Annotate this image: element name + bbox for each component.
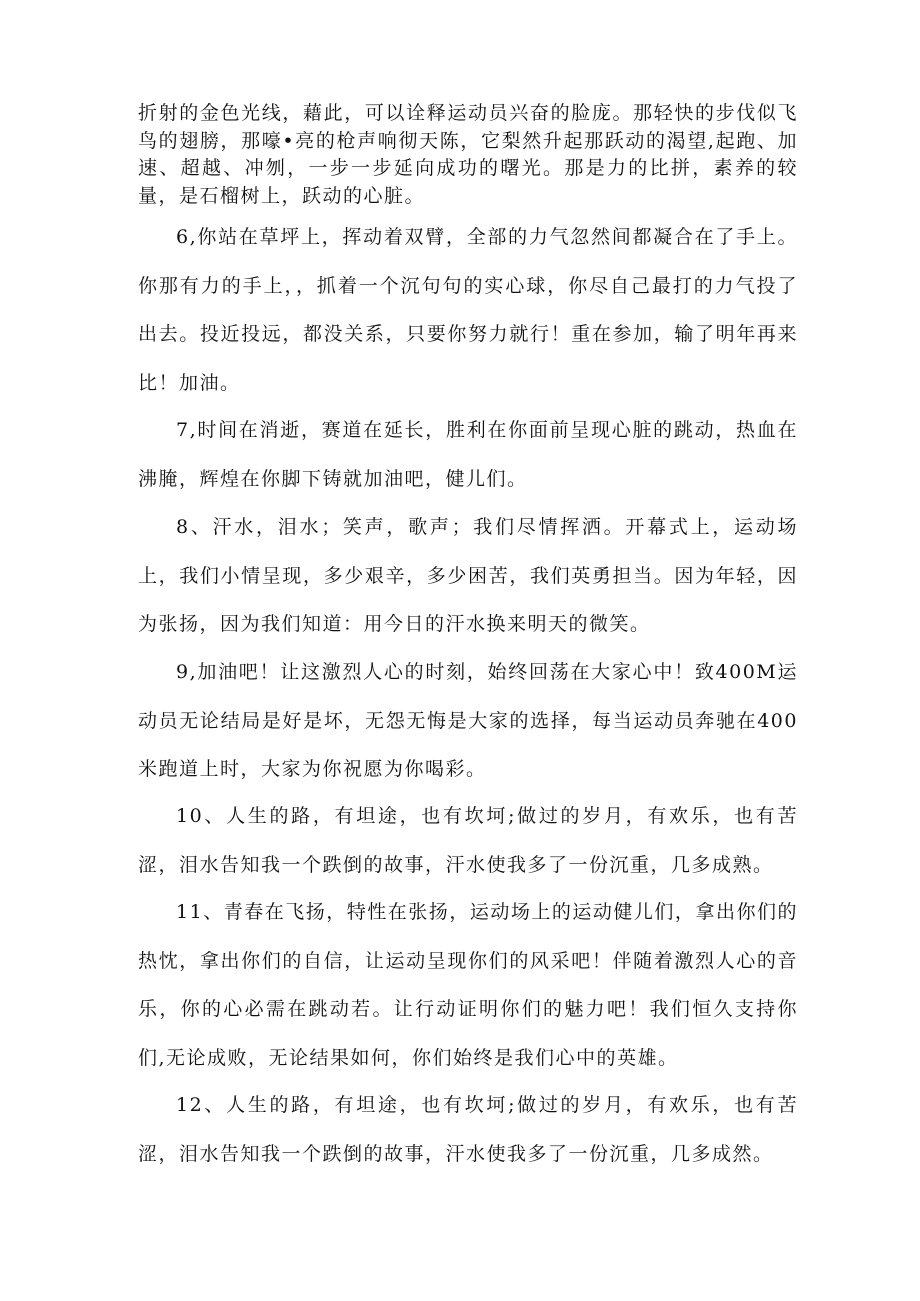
paragraph-8: 8、汗水，泪水；笑声，歌声；我们尽情挥洒。开幕式上，运动场上，我们小情呈现，多少艰辛，多少困苦，我们英勇担当。因为年轻，因为张扬，因为我们知道：用今日的汗水换来明天的微笑。	[138, 516, 798, 635]
paragraph-9: 9,加油吧！让这激烈人心的时刻，始终回荡在大家心中！致400M运动员无论结局是好是坏，无怨无悔是大家的选择，每当运动员奔驰在400米跑道上时，大家为你祝愿为你喝彩。	[138, 661, 798, 780]
paragraph-6: 6,你站在草坪上，挥动着双臂，全部的力气忽然间都凝合在了手上。你那有力的手上，，抓着一个沉句句的实心球，你尽自己最打的力气投了出去。投近投远，都没关系，只要你努力就行！重在参加，输了明年再来比！加油。	[138, 226, 798, 394]
paragraph-7: 7,时间在消逝，赛道在延长，胜利在你面前呈现心脏的跳动，热血在沸腌，辉煌在你脚下铸就加油吧，健儿们。	[138, 419, 798, 490]
paragraph-10: 10、人生的路，有坦途，也有坎坷;做过的岁月，有欢乐，也有苦涩，泪水告知我一个跌倒的故事，汗水使我多了一份沉重，几多成熟。	[138, 805, 798, 876]
paragraph-11: 11、青春在飞扬，特性在张扬，运动场上的运动健儿们，拿出你们的热忱，拿出你们的自信，让运动呈现你们的风采吧！伴随着激烈人心的音乐，你的心必需在跳动若。让行动证明你们的魅力吧！我们恒久支持你们,无论成败，无论结果如何，你们始终是我们心中的英雄。	[138, 901, 798, 1069]
paragraph-12: 12、人生的路，有坦途，也有坎坷;做过的岁月，有欢乐，也有苦涩，泪水告知我一个跌倒的故事，汗水使我多了一份沉重，几多成然。	[138, 1094, 798, 1165]
paragraph-intro: 折射的金色光线，藉此，可以诠释运动员兴奋的脸庞。那轻快的步伐似飞鸟的翅膀，那嚎•亮的枪声响彻天陈，它梨然升起那跃动的渴望,起跑、加速、超越、冲刎，一步一步延向成功的曙光。那是力的比拼，素养的较量，是石榴树上，跃动的心脏。	[138, 102, 798, 207]
